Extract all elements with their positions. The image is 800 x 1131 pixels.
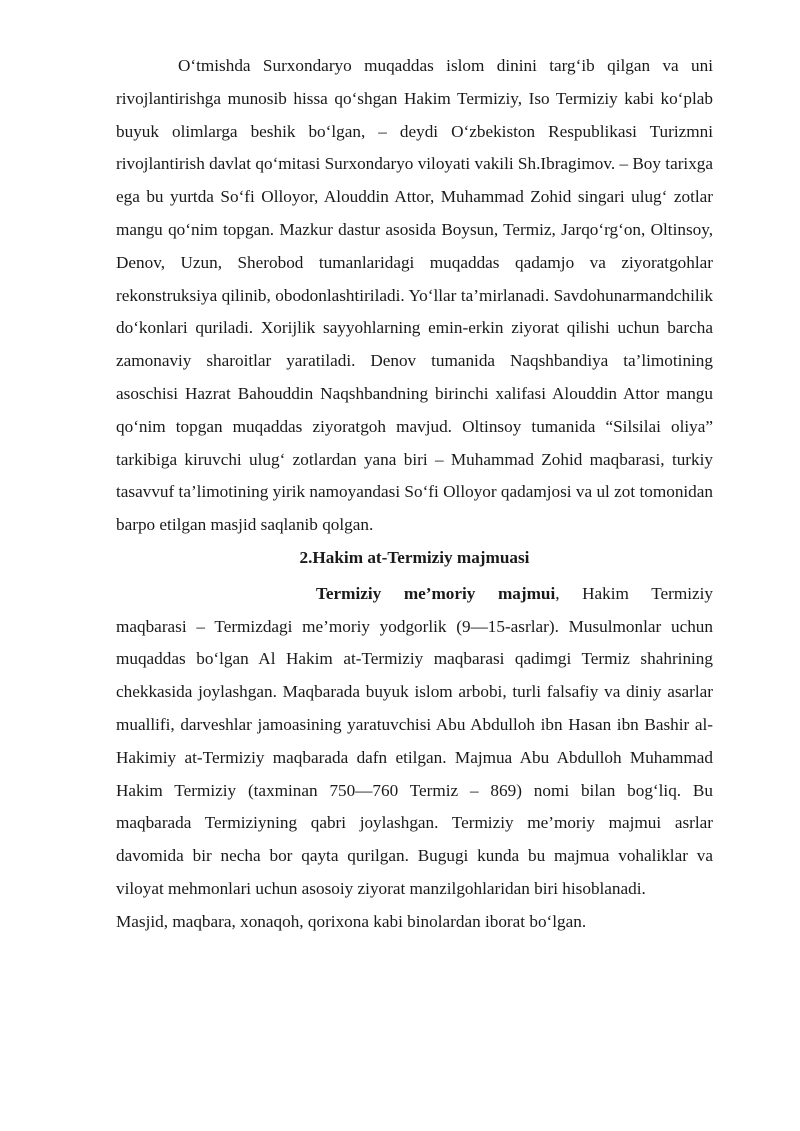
paragraph-2-bold-term: Termiziy me’moriy majmui (316, 583, 556, 603)
document-page (116, 50, 713, 939)
section-heading: 2.Hakim at-Termiziy majmuasi (299, 547, 530, 567)
paragraph-1: O‘tmishda Surxondaryo muqaddas islom dinini targ‘ib qilgan va uni rivojlantirishga munosib hissa qo‘shgan Hakim Termiziy, Iso Termiziy kabi ko‘plab buyuk olimlarga beshik bo‘lgan, – deydi O‘zbekiston Respublikasi Turizmni rivojlantirish davlat qo‘mitasi Surxondaryo viloyati vakili Sh.Ibragimov. – Boy tarixga ega bu yurtda So‘fi Olloyor, Alouddin Attor, Muhammad Zohid singari ulug‘ zotlar mangu qo‘nim topgan. Mazkur dastur asosida Boysun, Termiz, Jarqo‘rg‘on, Oltinsoy, Denov, Uzun, Sherobod tumanlaridagi muqaddas qadamjo va ziyoratgohlar rekonstruksiya qilinib, obodonlashtiriladi. Yo‘llar ta’mirlanadi. Savdohunarmandchilik do‘konlari quriladi. Xorijlik sayyohlarning emin-erkin ziyorat qilishi uchun barcha zamonaviy sharoitlar yaratiladi. Denov tumanida Naqshbandiya ta’limotining asoschisi Hazrat Bahouddin Naqshbandning birinchi xalifasi Alouddin Attor mangu qo‘nim topgan muqaddas ziyoratgoh mavjud. Oltinsoy tumanida “Silsilai oliya” tarkibiga kiruvchi ulug‘ zotlardan yana biri – Muhammad Zohid maqbarasi, turkiy tasavvuf ta’limotining yirik namoyandasi So‘fi Olloyor qadamjosi va ul zot tomonidan barpo etilgan masjid saqlanib qolgan. (116, 56, 714, 535)
paragraph-2 (116, 578, 713, 906)
paragraph-3: Masjid, maqbara, xonaqoh, qorixona kabi binolardan iborat bo‘lgan. (116, 911, 587, 931)
paragraph-2-text: , Hakim Termiziy maqbarasi – Termizdagi me’moriy yodgorlik (9—15-asrlar). Musulmonlar uchun muqaddas bo‘lgan Al Hakim at-Termiziy maqbarasi qadimgi Termiz shahrining chekkasida joylashgan. Maqbarada buyuk islom arbobi, turli falsafiy va diniy asarlar muallifi, darveshlar jamoasining yaratuvchisi Abu Abdulloh ibn Hasan ibn Bashir al-Hakimiy at-Termiziy maqbarada dafn etilgan. Majmua Abu Abdulloh Muhammad Hakim Termiziy (taxminan 750—760 Termiz – 869) nomi bilan bog‘liq. Bu maqbarada Termiziyning qabri joylashgan. Termiziy me’moriy majmui asrlar davomida bir necha bor qayta qurilgan. Bugugi kunda bu majmua vohaliklar va viloyat mehmonlari uchun asosoiy ziyorat manzilgohlaridan biri hisoblanadi. (116, 583, 713, 898)
